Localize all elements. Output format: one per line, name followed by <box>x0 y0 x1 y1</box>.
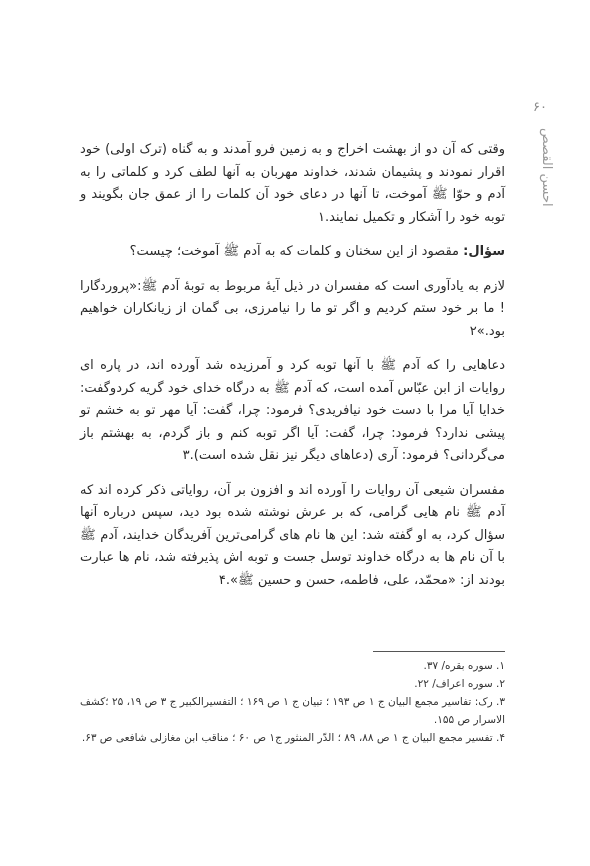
footnote: ۱. سوره بقره/ ۳۷. <box>423 660 505 672</box>
question-label: سؤال: <box>463 244 505 259</box>
question-text: مقصود از این سخنان و کلمات که به آدم ﷺ آموخت؛ چیست؟ <box>129 244 464 259</box>
paragraph: لازم به یادآوری است که مفسران در ذیل آیهٔ مربوط به توبهٔ آدم ﷺ:«پروردگارا ! ما بر خود ستم کردیم و اگر تو ما را نیامرزی، بی گمان از زیانکاران خواهیم بود.»۲ <box>80 278 505 339</box>
paragraph: دعاهایی را که آدم ﷺ با آنها توبه کرد و آمرزیده شد آورده اند، در پاره ای روایات از ابن عبّاس آمده است، که آدم ﷺ به درگاه خدای خود گریه کردوگفت: خدایا آیا مرا با دست خود نیافریدی؟ فرمود: چرا، گفت: آیا مهر تو به خشم تو پیشی ندارد؟ فرمود: چرا، گفت: آیا اگر توبه کنم و باز گردم، به بهشتم باز می‌گردانی؟ فرمود: آری (دعاهای دیگر نیز نقل شده است).۳ <box>80 358 505 463</box>
page-number: ۶۰ <box>533 100 547 115</box>
question-paragraph <box>80 241 505 264</box>
book-title: احسن القصص <box>539 128 554 207</box>
body-text <box>80 139 505 604</box>
footnotes <box>80 651 505 747</box>
paragraph: مفسران شیعی آن روایات را آورده اند و افزون بر آن، روایاتی ذکر کرده اند که آدم ﷺ نام هایی گرامی، که بر عرش نوشته شده بود دید، سپس درباره آنها سؤال کرد، به او گفته شد: این ها نام های گرامی‌ترین آفریدگان خدایند، آدم ﷺ با آن نام ها به درگاه خداوند توسل جست و توبه اش پذیرفته شد، نام ها عبارت بودند از: «محمّد، علی، فاطمه، حسن و حسین ﷺ».۴ <box>80 482 505 588</box>
paragraph: وقتی که آن دو از بهشت اخراج و به زمین فرو آمدند و به گناه (ترک اولی) خود اقرار نمودند و پشیمان شدند، خداوند مهربان به آنها لطف کرد و کلماتی را به آدم و حوّا ﷺ آموخت، تا آنها در دعای خود آن کلمات را از عمق جان بگویند و توبه خود را آشکار و تکمیل نمایند.۱ <box>80 142 505 225</box>
footnote: ۳. رک: تفاسیر مجمع البیان ج ۱ ص ۱۹۳ ؛ تبیان ج ۱ ص ۱۶۹ ؛ التفسیرالکبیر ج ۳ ص ۱۹، ۲۵ ؛کشف الاسرار ص ۱۵۵. <box>80 696 506 726</box>
footnote-divider <box>373 651 505 652</box>
footnote: ۴. تفسیر مجمع البیان ج ۱ ص ۸۸، ۸۹ ؛ الدّر المنثور ج۱ ص ۶۰ ؛ مناقب ابن مغازلی شافعی ص ۶۳. <box>81 732 505 744</box>
footnote: ۲. سوره اعراف/ ۲۲. <box>414 678 505 690</box>
